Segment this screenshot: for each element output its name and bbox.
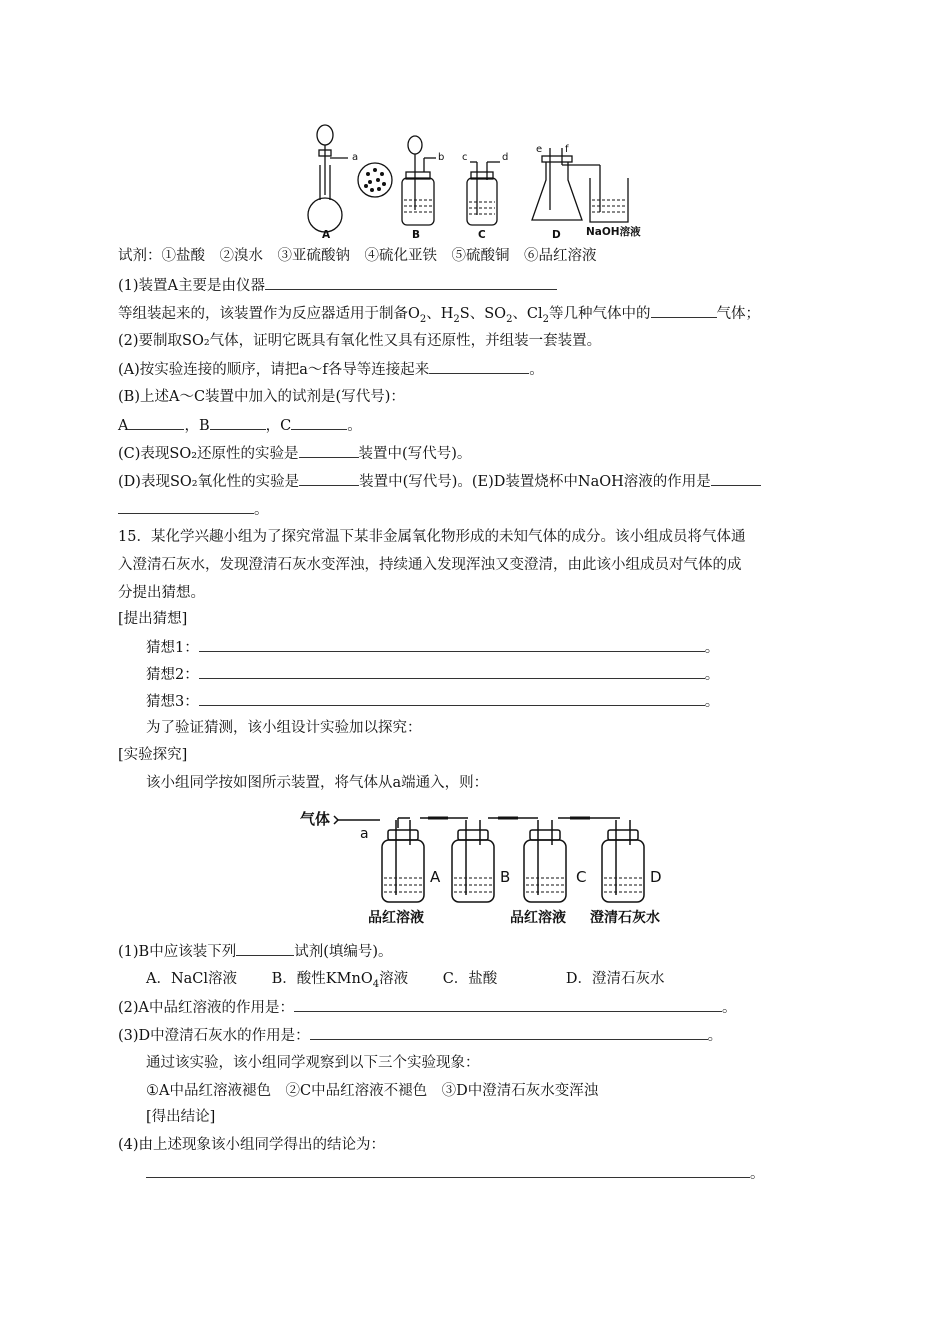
- qA-blank[interactable]: [429, 359, 529, 374]
- sq3-end: 。: [707, 1028, 723, 1044]
- q1-line: [118, 275, 557, 296]
- qD-blank[interactable]: [299, 471, 359, 486]
- heading-conclusion: [得出结论]: [146, 1109, 216, 1125]
- q1b-mid2: S、SO: [459, 306, 507, 322]
- q1b-pre: 等组装起来的，该装置作为反应器适用于制备O: [118, 306, 420, 322]
- qC-pre: (C)表现SO₂还原性的实验是: [118, 446, 299, 462]
- qB2-blank-b[interactable]: [210, 415, 266, 430]
- option-c[interactable]: C．盐酸: [442, 971, 498, 987]
- port-b-label: b: [438, 152, 445, 163]
- guess-2-label: 猜想2：: [146, 667, 199, 683]
- q1b-blank[interactable]: [651, 303, 717, 318]
- sq2-blank[interactable]: [294, 997, 722, 1012]
- bottom-label-3: 澄清石灰水: [590, 910, 660, 926]
- sq4-blank[interactable]: [146, 1163, 750, 1178]
- bottle-B-label: B: [500, 868, 511, 886]
- guess-1-label: 猜想1：: [146, 640, 199, 656]
- qC-blank[interactable]: [299, 443, 359, 458]
- qB-line: (B)上述A～C装置中加入的试剂是(写代号)：: [118, 389, 405, 405]
- qB2-blank-c[interactable]: [291, 415, 347, 430]
- qB2-c: ，C: [265, 418, 292, 434]
- gas-label: 气体: [300, 810, 331, 828]
- qA-line: [118, 359, 544, 380]
- port-e-label: e: [536, 144, 543, 155]
- option-a[interactable]: A．NaCl溶液: [146, 971, 238, 987]
- label-D: D: [552, 229, 561, 241]
- guess-1-end: 。: [704, 640, 720, 656]
- options-line: [146, 969, 665, 995]
- guess-2: [146, 664, 719, 685]
- q2-line: (2)要制取SO₂气体，证明它既具有氧化性又具有还原性，并组装一套装置。: [118, 333, 602, 349]
- qE-line: [118, 499, 269, 520]
- port-a2-label: a: [360, 826, 369, 842]
- q1b-line: 等组装起来的，该装置作为反应器适用于制备$O_2$、$H_2S$、$SO_2$、$Cl_2$等几种气体中的 气体；: [118, 303, 760, 330]
- qB2-blank-a[interactable]: [128, 415, 184, 430]
- qE-end: 。: [254, 502, 269, 518]
- qD-line: [118, 471, 761, 492]
- qA-end: 。: [529, 362, 544, 378]
- guess-3-label: 猜想3：: [146, 694, 199, 710]
- bottle-C-label: C: [576, 868, 587, 886]
- sq2-text: (2)A中品红溶液的作用是：: [118, 1000, 295, 1016]
- qC-end: 装置中(写代号)。: [358, 446, 472, 462]
- qB2-line: [118, 415, 362, 436]
- qA-text: (A)按实验连接的顺序，请把a～f各导等连接起来: [118, 362, 430, 378]
- qB2-end: 。: [347, 418, 362, 434]
- bottom-label-1: 品红溶液: [368, 910, 424, 926]
- bottom-label-2: 品红溶液: [510, 910, 566, 926]
- guess-3: [146, 691, 719, 712]
- guess-2-end: 。: [704, 667, 720, 683]
- exp-desc: 该小组同学按如图所示装置，将气体从a端通入，则：: [146, 775, 489, 791]
- port-a-label: a: [352, 152, 359, 163]
- sq3-blank[interactable]: [310, 1025, 708, 1040]
- qC-line: [118, 443, 471, 464]
- qB2-b: ，B: [184, 418, 210, 434]
- sq4-end: 。: [750, 1166, 765, 1182]
- guess-1: [146, 637, 719, 658]
- qE-blank[interactable]: [711, 471, 761, 486]
- sq4-line: (4)由上述现象该小组同学得出的结论为：: [118, 1137, 386, 1153]
- sq3-text: (3)D中澄清石灰水的作用是：: [118, 1028, 310, 1044]
- q1b-mid3: 、Cl: [512, 306, 543, 322]
- label-B: B: [412, 229, 421, 241]
- bottle-D-label: D: [650, 868, 662, 886]
- sq2-end: 。: [722, 1000, 737, 1016]
- qE-blank-2[interactable]: [118, 499, 254, 514]
- qD-pre: (D)表现SO₂氧化性的实验是: [118, 474, 300, 490]
- guess-1-blank[interactable]: [199, 637, 705, 652]
- bottle-A-label: A: [430, 868, 441, 886]
- apparatus-figure-1: [300, 120, 660, 242]
- q1b-mid1: 、H: [426, 306, 454, 322]
- q1-text: (1)装置A主要是由仪器: [118, 278, 266, 294]
- qB2-a: A: [118, 418, 129, 434]
- label-A: A: [322, 229, 331, 241]
- phenomena-line: ①A中品红溶液褪色 ②C中品红溶液不褪色 ③D中澄清石灰水变浑浊: [146, 1083, 599, 1099]
- verify-line: 为了验证猜测，该小组设计实验加以探究：: [146, 720, 422, 736]
- qD-mid: 装置中(写代号)。(E)D装置烧杯中NaOH溶液的作用是: [359, 474, 711, 490]
- q1b-end: 气体；: [716, 306, 761, 322]
- observe-line: 通过该实验，该小组同学观察到以下三个实验现象：: [146, 1055, 480, 1071]
- q1-blank[interactable]: [265, 275, 557, 290]
- label-C: C: [478, 229, 486, 241]
- apparatus-figure-2: [298, 800, 688, 928]
- q1b-mid4: 等几种气体中的: [549, 306, 651, 322]
- guess-3-end: 。: [704, 694, 720, 710]
- p15-line-1: 15．某化学兴趣小组为了探究常温下某非金属氧化物形成的未知气体的成分。该小组成员将气体通: [118, 529, 746, 545]
- port-f-label: f: [565, 144, 569, 155]
- p15-line-3: 分提出猜想。: [118, 585, 205, 601]
- option-b[interactable]: B．酸性KMnO$_4$溶液: [271, 971, 409, 990]
- sq2-line: [118, 997, 737, 1018]
- heading-guess: [提出猜想]: [118, 611, 188, 627]
- sq3-line: [118, 1025, 722, 1046]
- guess-2-blank[interactable]: [199, 664, 705, 679]
- sq1-blank[interactable]: [236, 941, 294, 956]
- sq1-pre: (1)B中应该装下列: [118, 944, 237, 960]
- sq1-end: 试剂(填编号)。: [294, 944, 393, 960]
- port-c-label: c: [462, 152, 468, 163]
- p15-line-2: 入澄清石灰水，发现澄清石灰水变浑浊，持续通入发现浑浊又变澄清，由此该小组成员对气体的成: [118, 557, 742, 573]
- naoh-label: NaOH溶液: [586, 226, 641, 238]
- sq1-line: [118, 941, 393, 962]
- guess-3-blank[interactable]: [199, 691, 705, 706]
- reagents-line: 试剂：①盐酸 ②溴水 ③亚硫酸钠 ④硫化亚铁 ⑤硫酸铜 ⑥品红溶液: [118, 248, 597, 264]
- heading-experiment: [实验探究]: [118, 747, 188, 763]
- sq4-answer-line: [146, 1163, 765, 1184]
- port-d-label: d: [502, 152, 509, 163]
- option-d[interactable]: D．澄清石灰水: [565, 971, 665, 987]
